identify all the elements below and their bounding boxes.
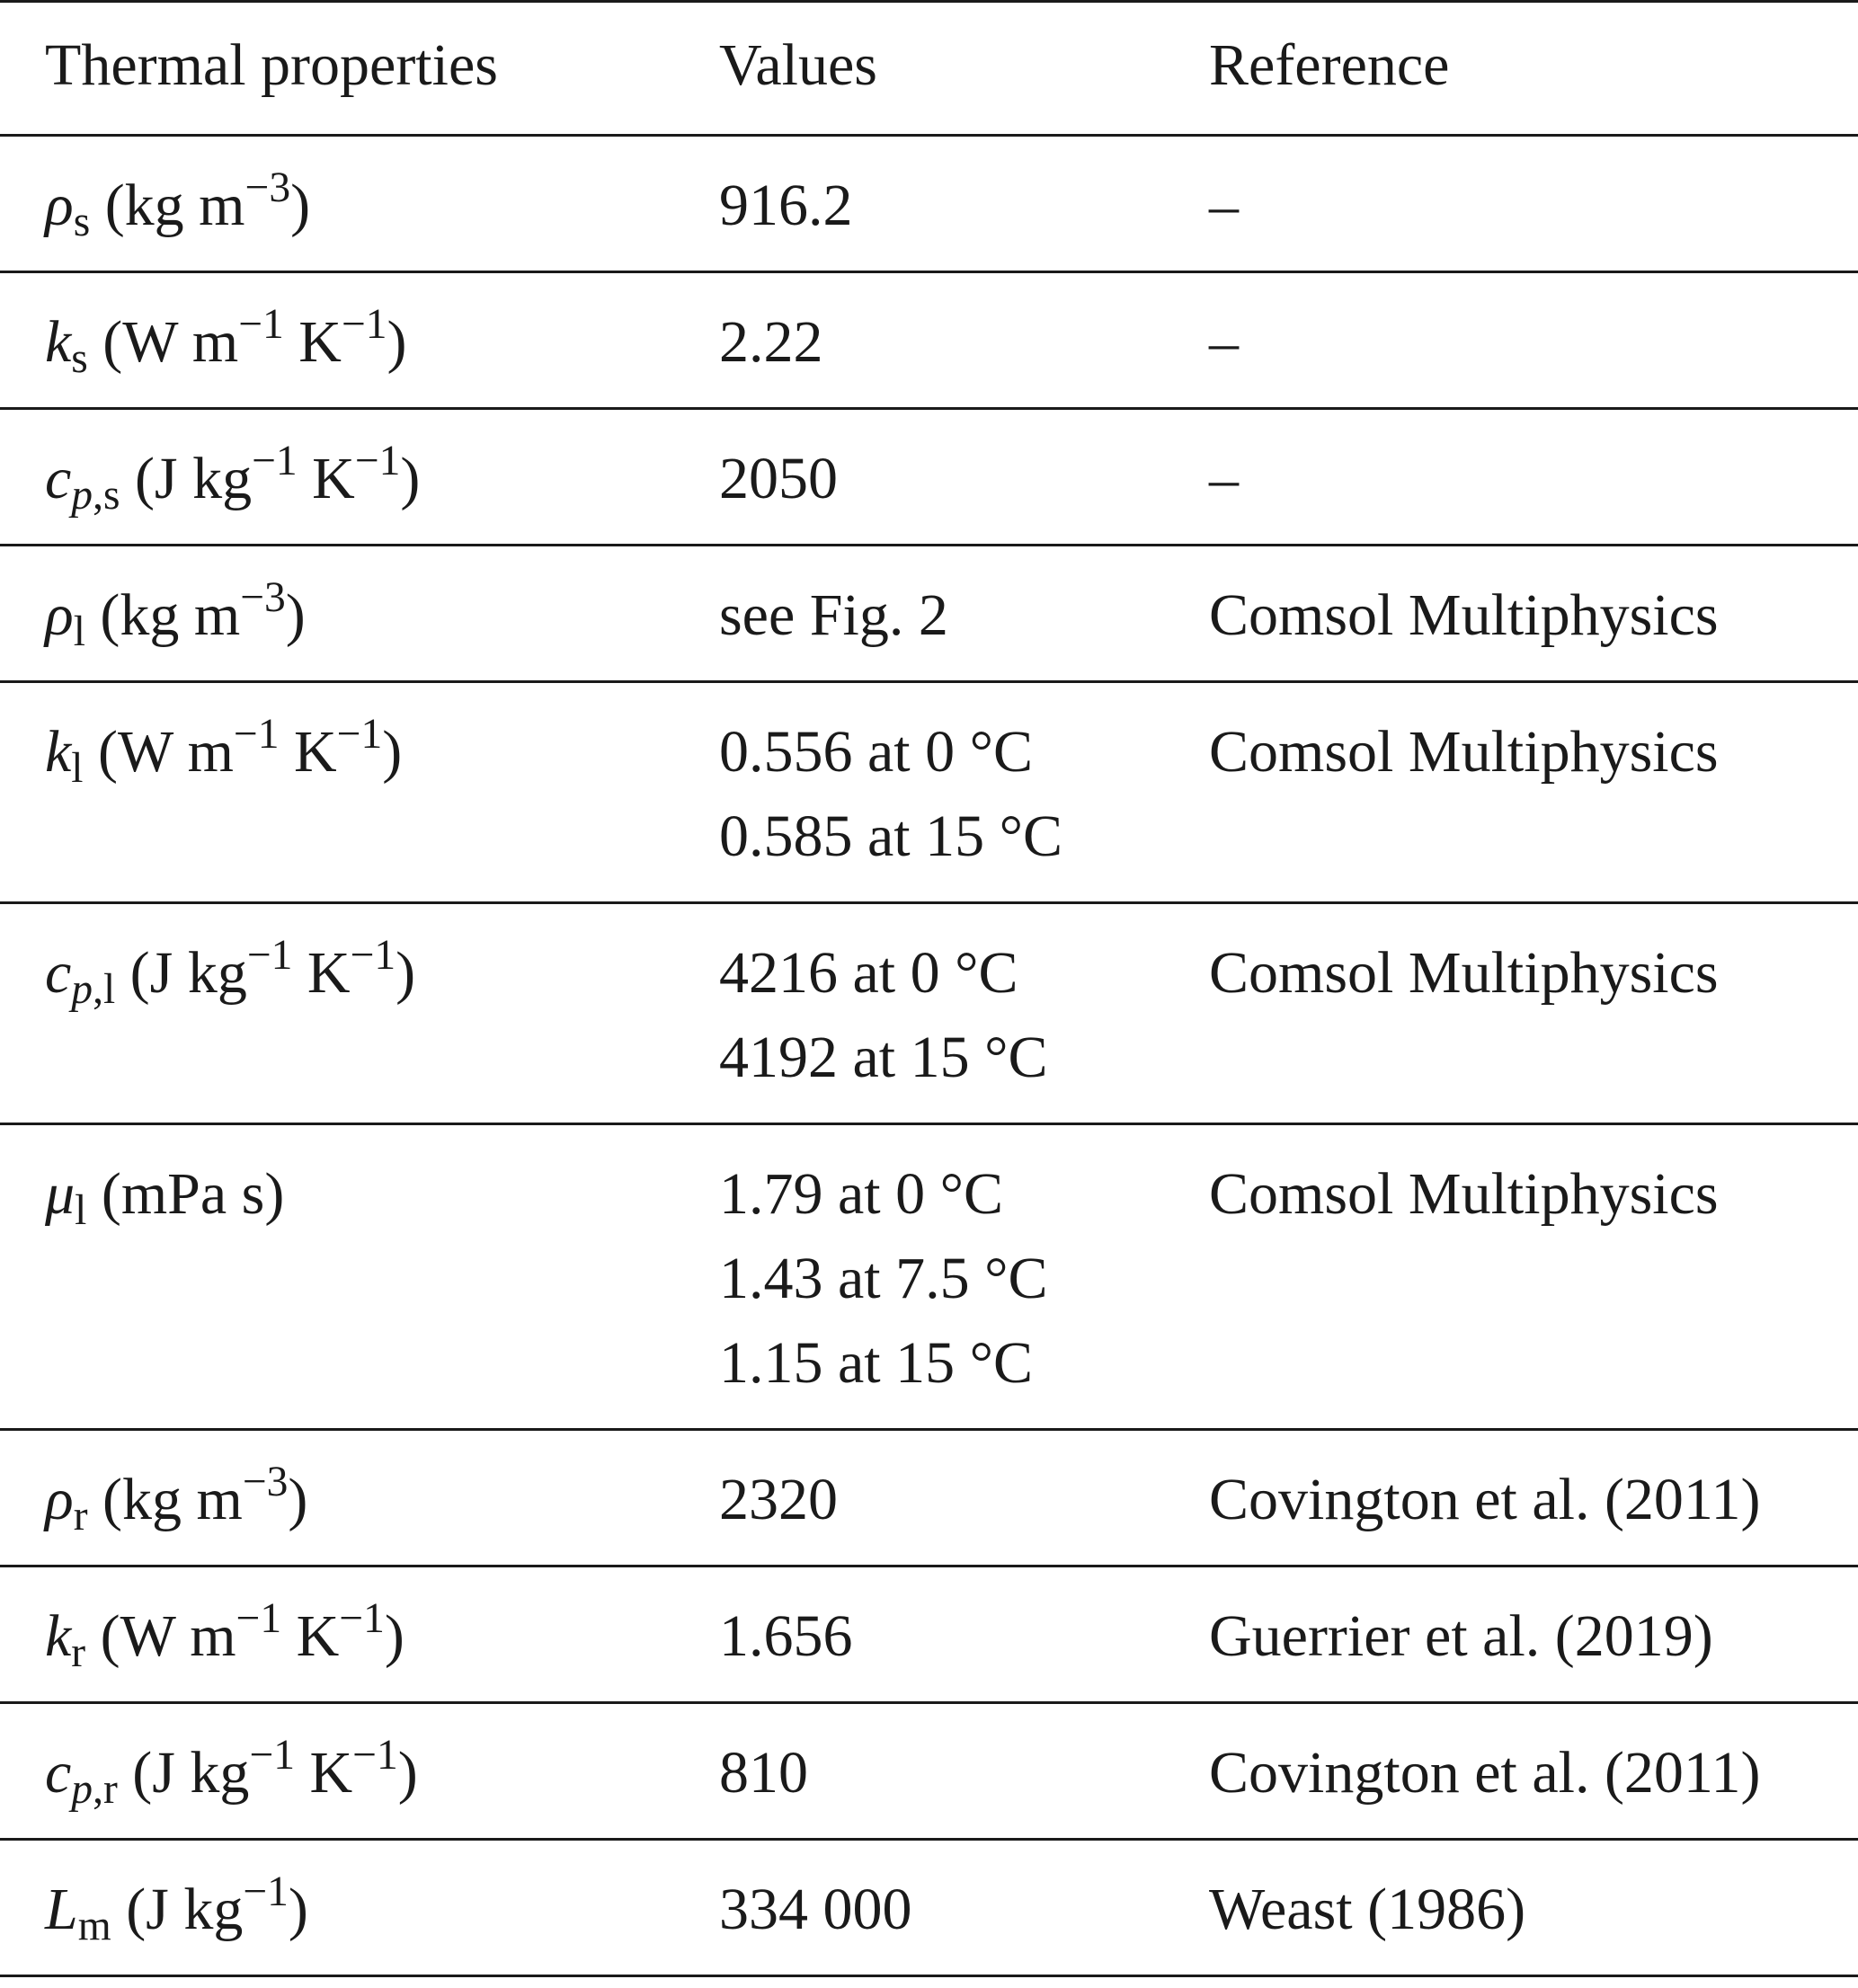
property-cell: [0, 272, 719, 409]
header-values: Values: [719, 32, 877, 98]
property-cell: [0, 1566, 719, 1703]
reference-cell: Guerrier et al. (2019): [1209, 1603, 1713, 1669]
property-subscript: p,s: [71, 471, 120, 519]
property-subscript: s: [73, 198, 91, 245]
property-unit: (J $kg^{-1}$ $K^{-1}$): [120, 437, 421, 511]
value-cell: [719, 272, 1209, 409]
property-unit: (W $m^{-1}$ $K^{-1}$): [87, 300, 407, 375]
value-cell: [719, 1840, 1209, 1976]
table-row: [0, 1566, 1858, 1703]
property-symbol: k: [45, 1603, 72, 1669]
property-subscript: p,l: [71, 965, 116, 1013]
property-symbol: ρ: [45, 173, 74, 238]
property-cell: [0, 682, 719, 903]
table-row: [0, 546, 1858, 682]
value-line: 2.22: [719, 309, 823, 375]
property-symbol: c: [45, 1740, 72, 1806]
value-cell: [719, 903, 1209, 1124]
property-unit: (J $kg^{-1}$ $K^{-1}$): [117, 1731, 418, 1806]
property-symbol: ρ: [45, 582, 74, 648]
property-subscript: r: [71, 1629, 86, 1676]
property-unit: (mPa s): [86, 1161, 285, 1227]
value-line: see Fig. 2: [719, 582, 948, 648]
reference-cell: Covington et al. (2011): [1209, 1467, 1761, 1532]
header-reference: Reference: [1209, 32, 1450, 98]
property-unit: (J $kg^{-1}$): [111, 1868, 308, 1942]
property-unit: (J $kg^{-1}$ $K^{-1}$): [115, 931, 416, 1006]
property-subscript: p,r: [71, 1765, 118, 1813]
table-row: [0, 1840, 1858, 1976]
value-line: 810: [719, 1740, 808, 1806]
table-row: [0, 1430, 1858, 1566]
property-cell: [0, 136, 719, 272]
property-cell: [0, 1124, 719, 1430]
property-symbol: c: [45, 940, 72, 1006]
value-cell: [719, 409, 1209, 546]
property-unit: (kg $m^{-3}$): [84, 573, 306, 648]
property-subscript: l: [75, 1186, 87, 1234]
property-cell: [0, 1703, 719, 1840]
value-line: 1.43 at 7.5 °C: [719, 1246, 1048, 1311]
table-header-row: [0, 2, 1858, 136]
property-symbol: ρ: [45, 1467, 74, 1532]
property-unit: (W $m^{-1}$ $K^{-1}$): [85, 1594, 404, 1669]
reference-cell: Comsol Multiphysics: [1209, 719, 1719, 785]
property-subscript: r: [73, 1492, 88, 1540]
reference-cell: Weast (1986): [1209, 1877, 1526, 1942]
value-cell: [719, 546, 1209, 682]
value-cell: [719, 136, 1209, 272]
value-cell: [719, 1430, 1209, 1566]
header-thermal-properties: Thermal properties: [45, 32, 498, 98]
table-row: [0, 409, 1858, 546]
value-line: 2320: [719, 1467, 838, 1532]
value-line: 916.2: [719, 173, 853, 238]
reference-cell: Comsol Multiphysics: [1209, 1161, 1719, 1227]
property-symbol: L: [45, 1877, 78, 1942]
table-row: [0, 1124, 1858, 1430]
property-symbol: μ: [45, 1161, 76, 1227]
value-line: 1.15 at 15 °C: [719, 1330, 1034, 1396]
reference-cell: Comsol Multiphysics: [1209, 940, 1719, 1006]
table-row: [0, 1703, 1858, 1840]
property-cell: [0, 409, 719, 546]
property-cell: [0, 1430, 719, 1566]
property-symbol: k: [45, 719, 72, 785]
property-subscript: m: [77, 1902, 111, 1949]
value-line: 0.556 at 0 °C: [719, 719, 1034, 785]
table-row: [0, 903, 1858, 1124]
value-cell: [719, 682, 1209, 903]
value-line: 334 000: [719, 1877, 912, 1942]
reference-cell: –: [1209, 173, 1239, 238]
property-symbol: k: [45, 309, 72, 375]
value-cell: [719, 1124, 1209, 1430]
reference-cell: Covington et al. (2011): [1209, 1740, 1761, 1806]
property-unit: (kg $m^{-3}$): [90, 164, 311, 238]
property-unit: (W $m^{-1}$ $K^{-1}$): [83, 710, 403, 785]
value-line: 4216 at 0 °C: [719, 940, 1018, 1006]
reference-cell: –: [1209, 309, 1239, 375]
value-line: 4192 at 15 °C: [719, 1025, 1048, 1090]
property-cell: [0, 903, 719, 1124]
property-cell: [0, 1840, 719, 1976]
property-symbol: c: [45, 446, 72, 511]
value-cell: [719, 1566, 1209, 1703]
table-body: [0, 136, 1858, 1976]
reference-cell: –: [1209, 446, 1239, 511]
value-line: 2050: [719, 446, 838, 511]
table-row: [0, 272, 1858, 409]
value-line: 1.656: [719, 1603, 853, 1669]
reference-cell: Comsol Multiphysics: [1209, 582, 1719, 648]
value-cell: [719, 1703, 1209, 1840]
property-subscript: l: [71, 744, 84, 792]
property-unit: (kg $m^{-3}$): [87, 1458, 308, 1532]
property-subscript: l: [73, 608, 85, 655]
property-cell: [0, 546, 719, 682]
table-row: [0, 682, 1858, 903]
property-subscript: s: [71, 334, 88, 382]
value-line: 1.79 at 0 °C: [719, 1161, 1004, 1227]
value-line: 0.585 at 15 °C: [719, 803, 1063, 869]
table-row: [0, 136, 1858, 272]
